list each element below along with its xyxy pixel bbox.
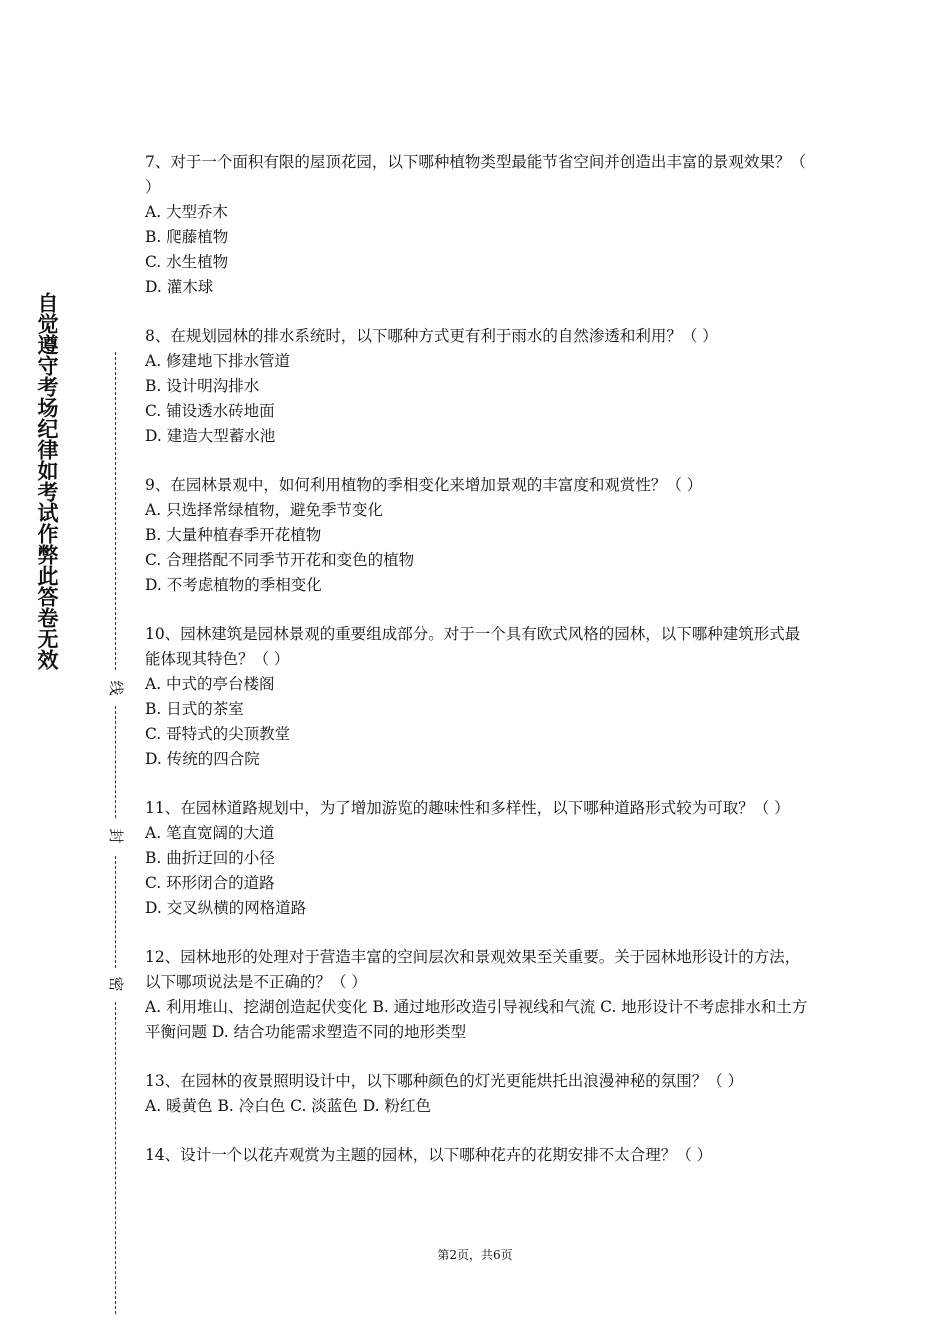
question-stem: 8、在规划园林的排水系统时，以下哪种方式更有利于雨水的自然渗透和利用？（ ） [145, 327, 718, 345]
question-13 [145, 1069, 810, 1119]
question-stem: 14、设计一个以花卉观赏为主题的园林，以下哪种花卉的花期安排不太合理？（ ） [145, 1146, 713, 1164]
question-14 [145, 1143, 810, 1168]
seal-label-sealed: 密 [107, 976, 125, 992]
binding-line-segment [115, 706, 116, 818]
question-10 [145, 622, 810, 772]
option-a: A. 笔直宽阔的大道 [145, 824, 275, 842]
question-stem: 9、在园林景观中，如何利用植物的季相变化来增加景观的丰富度和观赏性？（ ） [145, 476, 703, 494]
option-c: C. 水生植物 [145, 253, 229, 271]
binding-line-segment [115, 856, 116, 968]
option-b: B. 曲折迂回的小径 [145, 849, 275, 867]
question-8 [145, 324, 810, 449]
question-stem: 12、园林地形的处理对于营造丰富的空间层次和景观效果至关重要。关于园林地形设计的方法，以下哪项说法是不正确的？（ ） [145, 948, 801, 991]
option-c: C. 哥特式的尖顶教堂 [145, 725, 291, 743]
seal-label-line: 线 [107, 680, 125, 696]
exam-discipline-warning: 自觉遵守考场纪律如考试作弊此答卷无效 [35, 292, 59, 670]
binding-line-segment [115, 1002, 116, 1314]
option-d: D. 传统的四合院 [145, 750, 260, 768]
option-b: B. 设计明沟排水 [145, 377, 260, 395]
option-b: B. 爬藤植物 [145, 228, 229, 246]
question-list [145, 150, 810, 1168]
inline-options: A. 暖黄色 B. 冷白色 C. 淡蓝色 D. 粉红色 [145, 1097, 431, 1115]
question-12 [145, 945, 810, 1045]
option-b: B. 大量种植春季开花植物 [145, 526, 322, 544]
inline-options: A. 利用堆山、挖湖创造起伏变化 B. 通过地形改造引导视线和气流 C. 地形设计不考虑排水和土方平衡问题 D. 结合功能需求塑造不同的地形类型 [145, 998, 808, 1041]
question-7 [145, 150, 810, 300]
question-stem: 11、在园林道路规划中，为了增加游览的趣味性和多样性，以下哪种道路形式较为可取？（ ） [145, 799, 790, 817]
seal-label-seal: 封 [107, 828, 125, 844]
question-stem: 7、对于一个面积有限的屋顶花园，以下哪种植物类型最能节省空间并创造出丰富的景观效果？（ ） [145, 153, 806, 196]
question-stem: 13、在园林的夜景照明设计中，以下哪种颜色的灯光更能烘托出浪漫神秘的氛围？（ ） [145, 1072, 744, 1090]
option-a: A. 大型乔木 [145, 203, 229, 221]
option-d: D. 建造大型蓄水池 [145, 427, 276, 445]
option-b: B. 日式的茶室 [145, 700, 244, 718]
question-11 [145, 796, 810, 921]
page-number: 第2页，共6页 [437, 1248, 513, 1262]
option-c: C. 合理搭配不同季节开花和变色的植物 [145, 551, 415, 569]
option-c: C. 环形闭合的道路 [145, 874, 275, 892]
option-c: C. 铺设透水砖地面 [145, 402, 275, 420]
option-d: D. 灌木球 [145, 278, 214, 296]
question-stem: 10、园林建筑是园林景观的重要组成部分。对于一个具有欧式风格的园林，以下哪种建筑形式最能体现其特色？（ ） [145, 625, 801, 668]
option-a: A. 只选择常绿植物，避免季节变化 [145, 501, 384, 519]
question-9 [145, 473, 810, 598]
option-d: D. 不考虑植物的季相变化 [145, 576, 322, 594]
option-a: A. 中式的亭台楼阁 [145, 675, 275, 693]
option-d: D. 交叉纵横的网格道路 [145, 899, 307, 917]
option-a: A. 修建地下排水管道 [145, 352, 291, 370]
binding-line-segment [115, 352, 116, 670]
